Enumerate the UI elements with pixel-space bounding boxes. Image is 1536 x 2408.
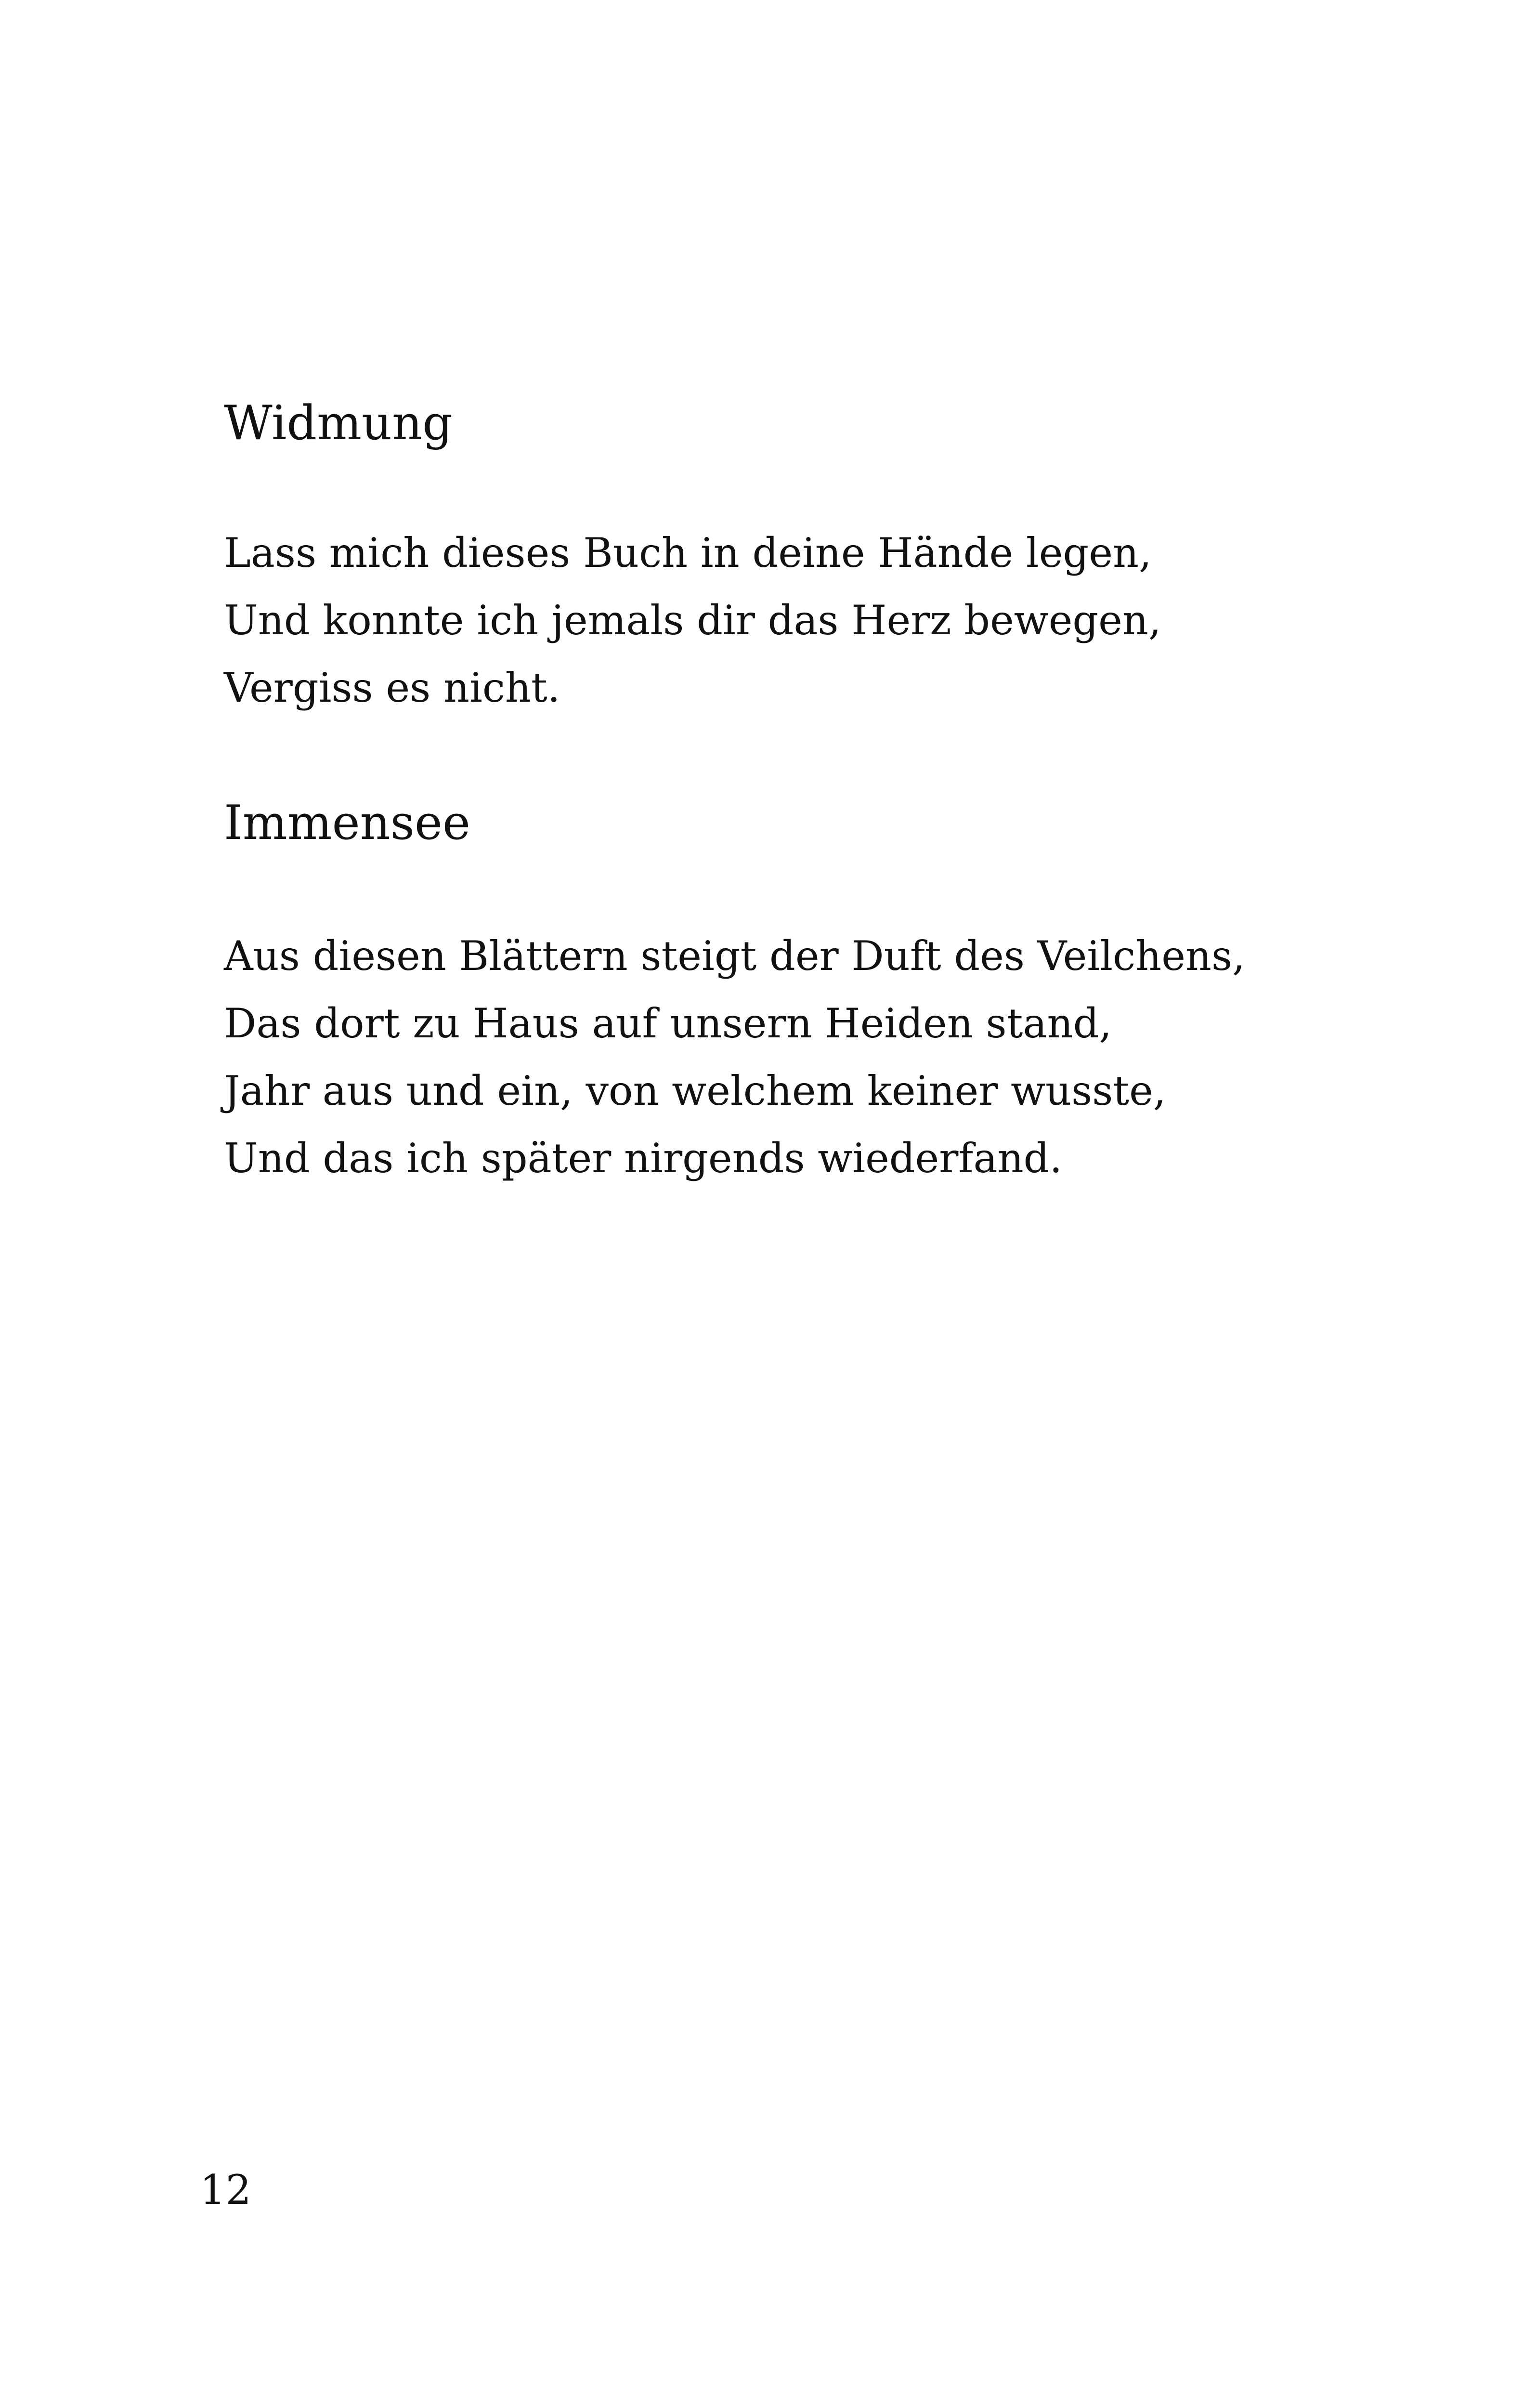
page-number: 12	[200, 2166, 251, 2213]
poem-line: Und konnte ich jemals dir das Herz bewegen,	[224, 597, 1161, 644]
poem-line: Aus diesen Blättern steigt der Duft des Veilchens,	[224, 932, 1245, 980]
section-title-immensee: Immensee	[224, 796, 470, 851]
poem-line: Und das ich später nirgends wiederfand.	[224, 1135, 1063, 1182]
poem-stanza-widmung	[224, 519, 1161, 721]
poem-line: Das dort zu Haus auf unsern Heiden stand,	[224, 1000, 1112, 1047]
poem-stanza-immensee	[224, 922, 1245, 1192]
poem-line: Jahr aus und ein, von welchem keiner wusste,	[224, 1067, 1166, 1114]
poem-line: Vergiss es nicht.	[224, 664, 560, 711]
section-title-widmung: Widmung	[224, 396, 453, 451]
poem-line: Lass mich dieses Buch in deine Hände legen,	[224, 529, 1152, 576]
